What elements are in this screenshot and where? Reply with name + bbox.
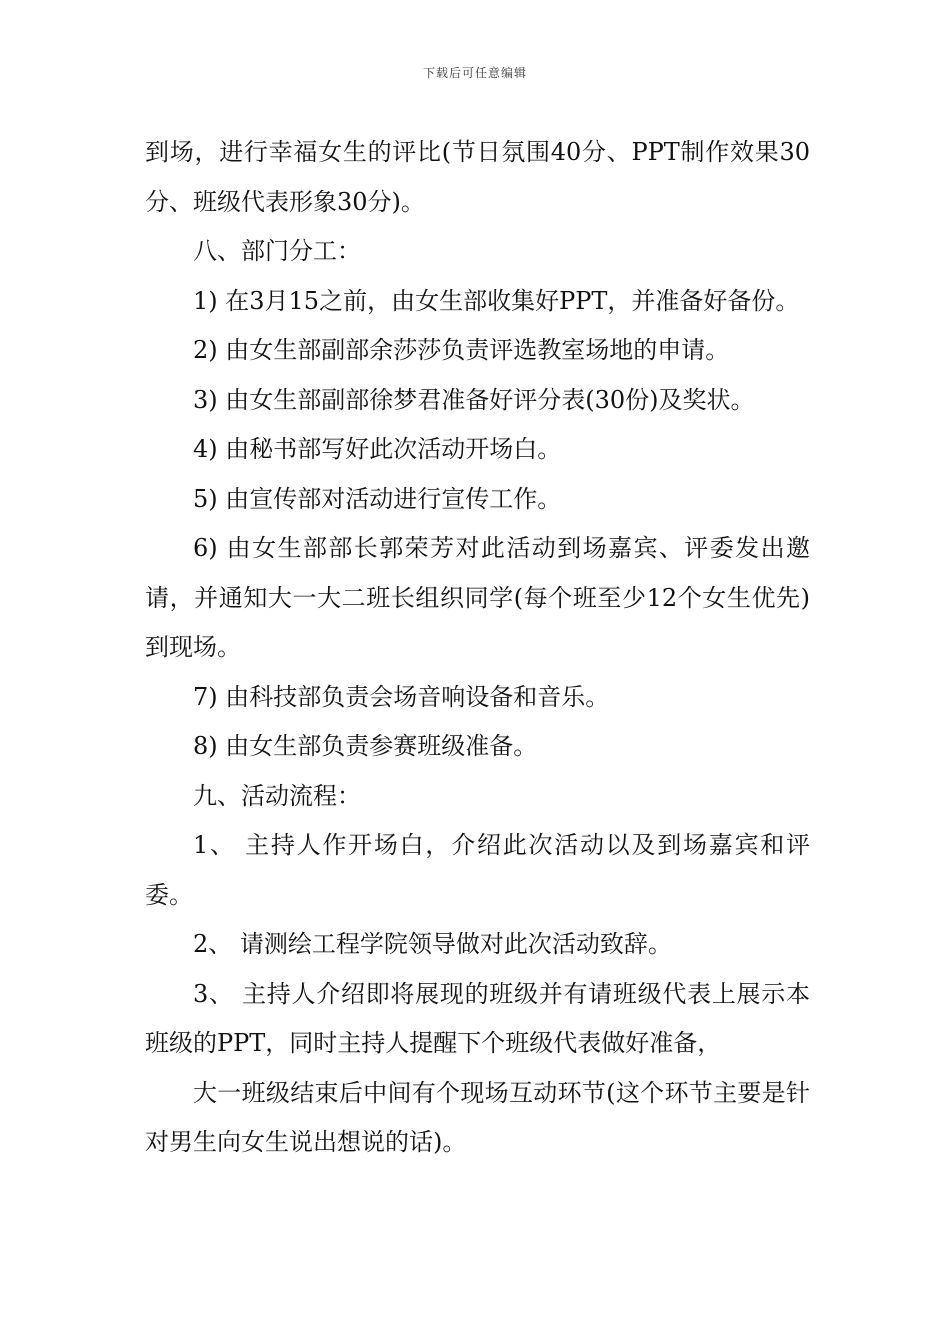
paragraph-venue-scoring: 到场，进行幸福女生的评比(节日氛围40分、PPT制作效果30分、班级代表形象30分)。	[145, 138, 810, 216]
list-item-7: 7) 由科技部负责会场音响设备和音乐。	[193, 682, 610, 711]
section-heading-division-of-labor: 八、部门分工：	[193, 237, 361, 265]
list-item-3: 3) 由女生部副部徐梦君准备好评分表(30份)及奖状。	[193, 385, 755, 414]
process-step-1: 1、 主持人作开场白，介绍此次活动以及到场嘉宾和评委。	[145, 831, 810, 909]
process-step-2: 2、 请测绘工程学院领导做对此次活动致辞。	[193, 930, 672, 958]
list-item-1: 1) 在3月15之前，由女生部收集好PPT，并准备好备份。	[193, 286, 800, 315]
process-step-3: 3、 主持人介绍即将展现的班级并有请班级代表上展示本班级的PPT，同时主持人提醒下个班级代表做好准备，	[145, 979, 810, 1057]
list-item-2: 2) 由女生部副部余莎莎负责评选教室场地的申请。	[193, 336, 730, 364]
list-item-5: 5) 由宣传部对活动进行宣传工作。	[193, 484, 562, 513]
paragraph-interaction-segment: 大一班级结束后中间有个现场互动环节(这个环节主要是针对男生向女生说出想说的话)。	[145, 1078, 810, 1156]
list-item-6: 6) 由女生部部长郭荣芳对此活动到场嘉宾、评委发出邀请，并通知大一大二班长组织同学(每个班至少12个女生优先)到现场。	[145, 534, 810, 661]
list-item-8: 8) 由女生部负责参赛班级准备。	[193, 732, 538, 760]
document-body	[145, 128, 810, 1168]
page-header: 下载后可任意编辑	[422, 66, 527, 80]
list-item-4: 4) 由秘书部写好此次活动开场白。	[193, 435, 562, 463]
section-heading-event-process: 九、活动流程：	[193, 781, 361, 810]
